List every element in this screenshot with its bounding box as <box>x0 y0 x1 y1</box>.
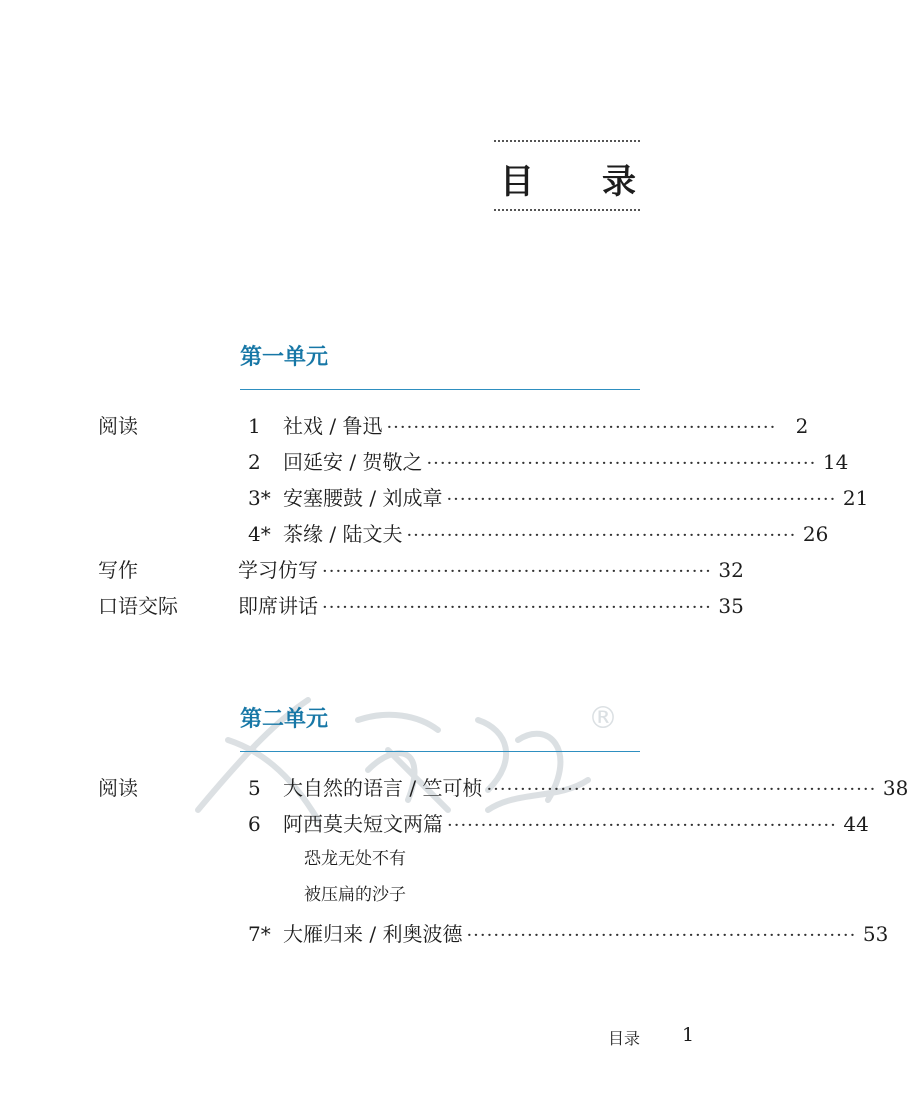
row-page: 2 <box>795 414 809 438</box>
toc-row[interactable] <box>0 589 794 623</box>
row-category: 写作 <box>98 558 138 582</box>
row-number: 5 <box>248 776 261 800</box>
row-entry <box>283 771 908 807</box>
registered-mark: ® <box>588 701 618 736</box>
toc-row[interactable] <box>0 517 829 551</box>
row-category: 口语交际 <box>98 594 178 618</box>
row-number: 3* <box>248 486 271 510</box>
row-page: 21 <box>842 486 869 510</box>
toc-row[interactable] <box>0 409 809 443</box>
row-page: 32 <box>718 558 744 582</box>
row-title: 阿西莫夫短文两篇 <box>283 812 443 836</box>
row-entry <box>283 409 809 445</box>
toc-title <box>500 156 636 200</box>
title-bottom-dotted-rule <box>494 209 640 211</box>
page-number: 1 <box>682 1024 695 1046</box>
row-title: 即席讲话 <box>238 594 318 618</box>
subitem[interactable]: 被压扁的沙子 <box>304 885 406 905</box>
row-page: 26 <box>802 522 829 546</box>
row-page: 44 <box>843 812 869 836</box>
row-number: 1 <box>248 414 261 438</box>
row-entry <box>283 445 849 481</box>
toc-row[interactable] <box>0 917 889 951</box>
row-number: 7* <box>248 922 271 946</box>
title-top-dotted-rule <box>494 140 640 142</box>
row-title: 茶缘 / 陆文夫 <box>283 522 403 546</box>
dot-leader: ·························································· <box>447 815 837 836</box>
row-page: 53 <box>862 922 889 946</box>
row-title: 学习仿写 <box>238 558 318 582</box>
dot-leader: ·························································· <box>486 779 877 800</box>
row-entry <box>283 807 869 843</box>
dot-leader: ·························································· <box>386 417 777 438</box>
toc-row[interactable] <box>0 553 794 587</box>
toc-row[interactable] <box>0 807 869 841</box>
toc-row[interactable] <box>0 771 908 805</box>
row-entry <box>283 517 829 553</box>
row-category: 阅读 <box>98 414 138 438</box>
row-entry <box>283 481 869 517</box>
row-title: 回延安 / 贺敬之 <box>283 450 423 474</box>
row-title: 安塞腰鼓 / 刘成章 <box>283 486 443 510</box>
row-entry <box>238 589 744 625</box>
unit-2-heading: 第二单元 <box>240 707 329 732</box>
row-title: 社戏 / 鲁迅 <box>283 414 383 438</box>
row-number: 6 <box>248 812 261 836</box>
row-title: 大自然的语言 / 竺可桢 <box>283 776 483 800</box>
subitem[interactable]: 恐龙无处不有 <box>304 849 406 869</box>
row-title: 大雁归来 / 利奥波德 <box>283 922 463 946</box>
row-number: 4* <box>248 522 271 546</box>
toc-title-char-1: 目 <box>500 161 534 202</box>
row-page: 35 <box>718 594 744 618</box>
unit-2-rule <box>240 751 640 752</box>
row-page: 38 <box>882 776 908 800</box>
dot-leader: ·························································· <box>322 597 712 618</box>
dot-leader: ·························································· <box>406 525 797 546</box>
dot-leader: ·························································· <box>466 925 857 946</box>
dot-leader: ·························································· <box>426 453 817 474</box>
row-category: 阅读 <box>98 776 138 800</box>
toc-title-char-2: 录 <box>602 161 636 202</box>
row-page: 14 <box>822 450 849 474</box>
footer-label: 目录 <box>608 1029 641 1048</box>
dot-leader: ·························································· <box>322 561 712 582</box>
row-number: 2 <box>248 450 261 474</box>
unit-1-rule <box>240 389 640 390</box>
dot-leader: ·························································· <box>446 489 837 510</box>
row-entry <box>238 553 744 589</box>
toc-row[interactable] <box>0 481 869 515</box>
toc-row[interactable] <box>0 445 849 479</box>
row-entry <box>283 917 889 953</box>
unit-1-heading: 第一单元 <box>240 345 329 370</box>
